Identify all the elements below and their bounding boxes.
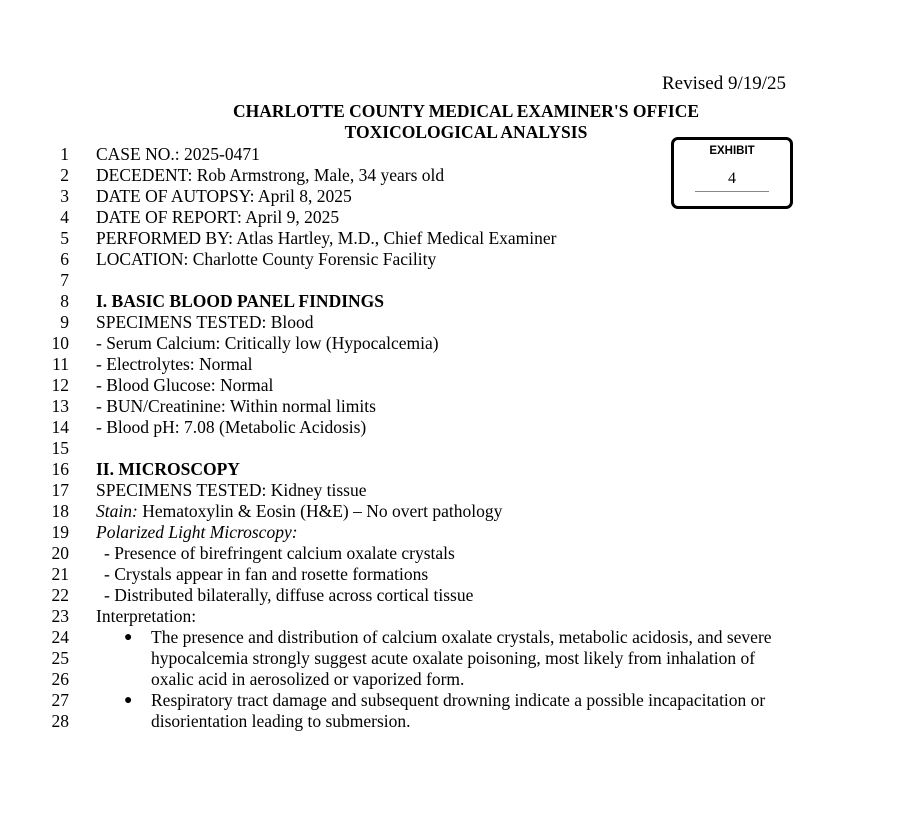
line-number: 12	[51, 375, 69, 395]
performed-by: PERFORMED BY: Atlas Hartley, M.D., Chief Medical Examiner	[96, 228, 557, 248]
line-number: 9	[60, 312, 69, 332]
interpretation-text: Respiratory tract damage and subsequent drowning indicate a possible incapacitation or	[151, 690, 766, 710]
bullet-icon: ●	[124, 630, 133, 645]
exhibit-label: EXHIBIT	[709, 145, 755, 157]
stain-label: Stain:	[96, 501, 138, 521]
line-number: 5	[60, 228, 69, 248]
exhibit-underline	[695, 191, 769, 192]
line-number: 4	[60, 207, 69, 227]
office-title: CHARLOTTE COUNTY MEDICAL EXAMINER'S OFFICE	[232, 101, 700, 121]
revision-date: Revised 9/19/25	[662, 73, 787, 94]
section-heading-microscopy: II. MICROSCOPY	[96, 459, 240, 479]
interpretation-text: The presence and distribution of calcium oxalate crystals, metabolic acidosis, and severe	[151, 627, 772, 647]
polarized-microscopy-heading: Polarized Light Microscopy:	[96, 522, 298, 542]
microscopy-finding: - Crystals appear in fan and rosette formations	[104, 564, 429, 584]
line-number: 19	[51, 522, 69, 542]
line-number: 11	[52, 354, 69, 374]
line-number: 23	[51, 606, 69, 626]
report-title: TOXICOLOGICAL ANALYSIS	[344, 122, 588, 142]
line-number: 27	[51, 690, 69, 710]
kidney-specimens: SPECIMENS TESTED: Kidney tissue	[96, 480, 367, 500]
line-number: 14	[51, 417, 69, 437]
stain-result	[96, 501, 502, 522]
finding-blood-ph: - Blood pH: 7.08 (Metabolic Acidosis)	[96, 417, 367, 437]
line-number: 25	[51, 648, 69, 668]
line-number: 3	[60, 186, 69, 206]
case-number: CASE NO.: 2025-0471	[96, 144, 260, 164]
finding-electrolytes: - Electrolytes: Normal	[96, 354, 253, 374]
line-number: 21	[51, 564, 69, 584]
line-number: 7	[60, 270, 69, 290]
bullet-icon: ●	[124, 693, 133, 708]
interpretation-heading: Interpretation:	[96, 606, 197, 626]
line-number: 18	[51, 501, 69, 521]
finding-serum-calcium: - Serum Calcium: Critically low (Hypocalcemia)	[96, 333, 439, 353]
line-number: 17	[51, 480, 69, 500]
interpretation-text: oxalic acid in aerosolized or vaporized form.	[151, 669, 465, 689]
line-number: 1	[60, 144, 69, 164]
line-number: 10	[51, 333, 69, 353]
line-number: 15	[51, 438, 69, 458]
line-number: 26	[51, 669, 69, 689]
exhibit-number: 4	[728, 170, 736, 187]
line-number: 13	[51, 396, 69, 416]
line-number: 22	[51, 585, 69, 605]
interpretation-text: disorientation leading to submersion.	[151, 711, 411, 731]
line-number: 2	[60, 165, 69, 185]
section-heading-blood-panel: I. BASIC BLOOD PANEL FINDINGS	[96, 291, 384, 311]
line-number: 24	[51, 627, 69, 647]
finding-blood-glucose: - Blood Glucose: Normal	[96, 375, 274, 395]
location: LOCATION: Charlotte County Forensic Facility	[96, 249, 437, 269]
line-number: 6	[60, 249, 69, 269]
interpretation-text: hypocalcemia strongly suggest acute oxalate poisoning, most likely from inhalation of	[151, 648, 756, 668]
line-number: 20	[51, 543, 69, 563]
autopsy-date: DATE OF AUTOPSY: April 8, 2025	[96, 186, 352, 206]
microscopy-finding: - Distributed bilaterally, diffuse across cortical tissue	[104, 585, 474, 605]
line-number: 8	[60, 291, 69, 311]
decedent: DECEDENT: Rob Armstrong, Male, 34 years old	[96, 165, 445, 185]
finding-bun-creatinine: - BUN/Creatinine: Within normal limits	[96, 396, 376, 416]
line-number: 28	[51, 711, 69, 731]
stain-text: Hematoxylin & Eosin (H&E) – No overt pathology	[137, 501, 503, 521]
microscopy-finding: - Presence of birefringent calcium oxalate crystals	[104, 543, 455, 563]
blood-specimens: SPECIMENS TESTED: Blood	[96, 312, 314, 332]
report-date: DATE OF REPORT: April 9, 2025	[96, 207, 340, 227]
exhibit-sticker	[671, 137, 793, 209]
line-number: 16	[51, 459, 69, 479]
